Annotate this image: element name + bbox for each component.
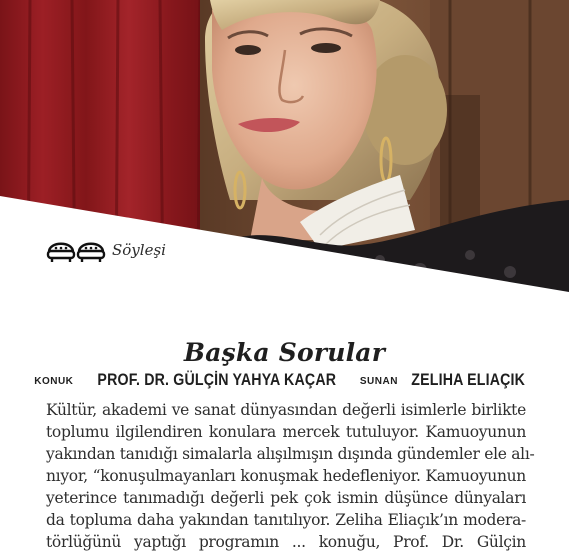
host-name: ZELIHA ELIAÇIK: [411, 371, 526, 389]
section-tag: [46, 236, 166, 264]
guest-name: PROF. DR. GÜLÇİN YAHYA KAÇAR: [97, 371, 337, 389]
body-line: toplumu ilgilendiren konulara mercek tutuluyor. Kamuoyunun: [46, 423, 526, 441]
body-line: nıyor, “konuşulmayanları konuşmak hedefleniyor. Kamuoyunun: [46, 467, 526, 485]
article-title: Başka Sorular: [183, 338, 386, 367]
two-speech-chairs-icon: [46, 236, 106, 264]
guest-role-label: KONUK: [34, 376, 74, 387]
body-line: törlüğünü yaptığı programın ... konuğu, Prof. Dr. Gülçin: [46, 533, 526, 551]
article-byline: [0, 371, 569, 390]
host-role-label: SUNAN: [359, 376, 398, 387]
body-line: da topluma daha yakından tanıtılıyor. Zeliha Eliaçık’ın modera-: [46, 511, 526, 529]
section-label: Söyleşi: [112, 241, 166, 259]
body-line: yakından tanıdığı simalarla alışılmışın dışında gündemler ele alı-: [46, 445, 535, 463]
body-line: yeterince tanımadığı değerli pek çok ismin düşünce dünyaları: [46, 489, 526, 507]
body-line: Kültür, akademi ve sanat dünyasından değerli isimlerle birlikte: [46, 401, 526, 419]
article-body: [46, 399, 535, 553]
